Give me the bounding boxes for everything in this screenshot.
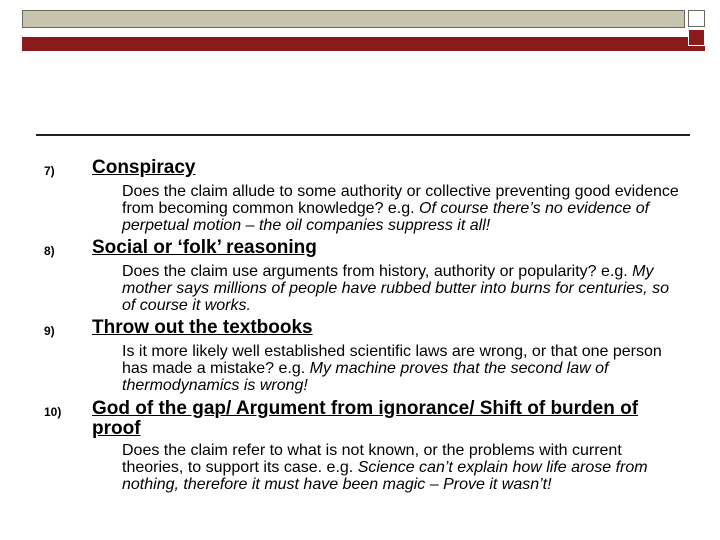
title-bar-square-white	[688, 10, 705, 27]
item-heading: Conspiracy	[92, 157, 196, 178]
title-bar-red-band	[22, 37, 705, 51]
item-heading: Throw out the textbooks	[92, 317, 313, 338]
item-number: 7)	[44, 164, 55, 178]
title-bar-grey-band	[22, 10, 685, 28]
item-number: 8)	[44, 244, 55, 258]
item-description: Does the claim refer to what is not known, or the problems with current theories, to support its case. e.g. Science can’t explain how life arose from nothing, therefore it must have been magic – Prove it wasn’t!	[122, 442, 648, 493]
item-description: Does the claim use arguments from history, authority or popularity? e.g. My mother says millions of people have rubbed butter into burns for centuries, so of course it works.	[122, 263, 669, 314]
title-bar-square-red	[688, 29, 705, 46]
item-heading: Social or ‘folk’ reasoning	[92, 237, 317, 258]
item-heading: God of the gap/ Argument from ignorance/ Shift of burden of proof	[92, 398, 639, 439]
item-number: 10)	[44, 405, 62, 419]
item-number: 9)	[44, 324, 55, 338]
item-description: Does the claim allude to some authority or collective preventing good evidence from becoming common knowledge? e.g. Of course there’s no evidence of perpetual motion – the oil companies suppress it all!	[122, 183, 679, 234]
title-divider	[36, 134, 690, 136]
item-description: Is it more likely well established scientific laws are wrong, or that one person has made a mistake? e.g. My machine proves that the second law of thermodynamics is wrong!	[122, 343, 662, 394]
title-bar-decoration	[22, 10, 705, 42]
